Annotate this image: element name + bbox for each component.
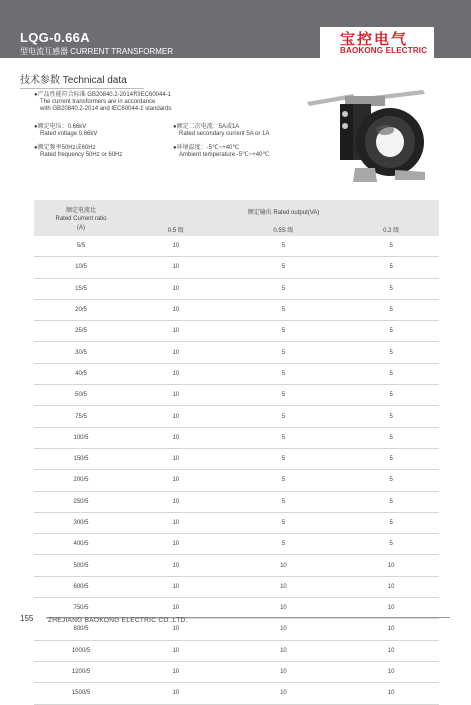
product-model: LQG-0.66A <box>20 30 90 45</box>
rated-output-cell: 5 <box>343 491 439 512</box>
ratio-header-en: Rated Current ratio <box>55 216 107 222</box>
rated-output-cell: 5 <box>343 470 439 491</box>
rated-output-cell: 5 <box>343 278 439 299</box>
table-row <box>34 448 439 469</box>
rated-output-cell: 5 <box>343 342 439 363</box>
page-number: 155 <box>20 614 46 630</box>
rated-output-cell: 5 <box>224 470 344 491</box>
current-ratio-cell: 1500/5 <box>34 683 128 704</box>
rated-output-cell: 5 <box>224 512 344 533</box>
table-row <box>34 491 439 512</box>
table-row <box>34 427 439 448</box>
rated-output-cell: 5 <box>343 427 439 448</box>
spec-standard-line1: 产品性能符合标准 GB20840.2-2014和IEC60044-1 <box>37 92 172 98</box>
class-header: 0.5 级 <box>128 222 224 236</box>
current-ratio-cell: 1000/5 <box>34 640 128 661</box>
spec-standard-line2: The current transformers are in accordance <box>40 99 156 105</box>
table-row <box>34 236 439 257</box>
rated-output-cell: 5 <box>224 299 344 320</box>
rated-output-cell: 10 <box>224 683 344 704</box>
rated-output-table <box>34 200 439 705</box>
class-header: 0.2 级 <box>343 222 439 236</box>
rated-output-cell: 10 <box>128 236 224 257</box>
rated-output-cell: 5 <box>224 448 344 469</box>
rated-output-cell: 10 <box>128 470 224 491</box>
current-ratio-cell: 600/5 <box>34 576 128 597</box>
rated-output-cell: 10 <box>343 555 439 576</box>
current-ratio-cell: 100/5 <box>34 427 128 448</box>
table-row <box>34 576 439 597</box>
rated-output-cell: 10 <box>128 363 224 384</box>
rated-output-cell: 10 <box>128 385 224 406</box>
table-row <box>34 299 439 320</box>
spec-voltage <box>34 124 97 138</box>
table-row <box>34 512 439 533</box>
rated-output-cell: 10 <box>343 576 439 597</box>
spec-standard-line3: with GB20840.2-2014 and IEC60044-1 standards <box>40 106 172 112</box>
rated-output-cell: 5 <box>343 236 439 257</box>
current-ratio-cell: 15/5 <box>34 278 128 299</box>
table-row <box>34 363 439 384</box>
table-row <box>34 278 439 299</box>
rated-output-cell: 10 <box>128 512 224 533</box>
current-ratio-cell: 500/5 <box>34 555 128 576</box>
product-subtitle: 型电流互感器 CURRENT TRANSFORMER <box>20 47 174 56</box>
rated-output-cell: 5 <box>224 236 344 257</box>
table-row <box>34 406 439 427</box>
rated-output-cell: 5 <box>343 257 439 278</box>
rated-output-cell: 10 <box>128 448 224 469</box>
rated-output-cell: 10 <box>128 555 224 576</box>
table-row <box>34 470 439 491</box>
bullet-icon: ● <box>173 124 177 130</box>
current-ratio-cell: 300/5 <box>34 512 128 533</box>
rated-output-cell: 10 <box>128 427 224 448</box>
rated-output-cell: 10 <box>224 555 344 576</box>
rated-output-cell: 5 <box>224 342 344 363</box>
rated-output-cell: 5 <box>343 534 439 555</box>
section-divider <box>20 88 144 89</box>
bullet-icon: ● <box>173 145 177 151</box>
rated-output-cell: 5 <box>224 385 344 406</box>
rated-output-cell: 10 <box>128 576 224 597</box>
rated-output-cell: 10 <box>343 683 439 704</box>
rated-output-cell: 10 <box>128 640 224 661</box>
ratio-column-header <box>34 200 128 236</box>
rated-output-cell: 10 <box>224 661 344 682</box>
current-ratio-cell: 10/5 <box>34 257 128 278</box>
current-ratio-cell: 50/5 <box>34 385 128 406</box>
rated-output-cell: 5 <box>224 257 344 278</box>
rated-output-cell: 5 <box>224 278 344 299</box>
rated-output-cell: 10 <box>224 619 344 640</box>
rated-output-cell: 10 <box>343 619 439 640</box>
rated-output-cell: 10 <box>128 534 224 555</box>
rated-output-cell: 10 <box>128 683 224 704</box>
table-row <box>34 321 439 342</box>
bullet-icon: ● <box>34 145 38 151</box>
current-ratio-cell: 200/5 <box>34 470 128 491</box>
rated-output-cell: 10 <box>128 619 224 640</box>
table-header-row <box>34 200 439 222</box>
class-header: 0.5S 级 <box>224 222 344 236</box>
table-row <box>34 385 439 406</box>
rated-output-cell: 10 <box>128 342 224 363</box>
table-row <box>34 555 439 576</box>
rated-output-cell: 5 <box>224 491 344 512</box>
table-row <box>34 661 439 682</box>
brand-name-cn: 宝控电气 <box>340 31 409 48</box>
rated-output-cell: 5 <box>224 321 344 342</box>
rated-output-cell: 10 <box>224 640 344 661</box>
table-row <box>34 257 439 278</box>
rated-output-cell: 5 <box>224 427 344 448</box>
current-ratio-cell: 75/5 <box>34 406 128 427</box>
spec-voltage-cn: 额定电压：0.66kV <box>37 124 87 130</box>
current-ratio-cell: 30/5 <box>34 342 128 363</box>
rated-output-cell: 10 <box>128 299 224 320</box>
spec-secondary <box>173 124 269 138</box>
spec-temperature-en: Ambient temperature -5℃~+40℃ <box>179 152 270 158</box>
current-ratio-cell: 750/5 <box>34 598 128 619</box>
rated-output-cell: 5 <box>343 385 439 406</box>
table-body <box>34 236 439 704</box>
current-ratio-cell: 20/5 <box>34 299 128 320</box>
current-ratio-cell: 800/5 <box>34 619 128 640</box>
rated-output-cell: 10 <box>224 576 344 597</box>
rated-output-cell: 5 <box>343 321 439 342</box>
table-row <box>34 598 439 619</box>
rated-output-cell: 10 <box>128 278 224 299</box>
spec-secondary-en: Rated secondary current 5A or 1A <box>179 131 270 137</box>
rated-output-cell: 10 <box>224 598 344 619</box>
rated-output-cell: 10 <box>128 406 224 427</box>
brand-name-en: BAOKONG ELECTRIC <box>340 46 428 55</box>
spec-voltage-en: Rated voltage 0.66kV <box>40 131 98 137</box>
rated-output-cell: 10 <box>128 321 224 342</box>
current-ratio-cell: 1200/5 <box>34 661 128 682</box>
current-ratio-cell: 40/5 <box>34 363 128 384</box>
rated-output-cell: 10 <box>128 598 224 619</box>
rated-output-cell: 5 <box>343 448 439 469</box>
rated-output-cell: 10 <box>128 661 224 682</box>
spec-frequency-cn: 额定频率50Hz或60Hz <box>37 145 96 151</box>
spec-frequency-en: Rated frequency 50Hz or 60Hz <box>40 152 123 158</box>
table-row <box>34 534 439 555</box>
rated-output-cell: 5 <box>343 512 439 533</box>
bullet-icon: ● <box>34 92 38 98</box>
table-row <box>34 683 439 704</box>
table-row <box>34 640 439 661</box>
rated-output-cell: 5 <box>343 406 439 427</box>
rated-output-cell: 10 <box>343 661 439 682</box>
spec-temperature-cn: 环境温度：-5℃~+40℃ <box>176 145 240 151</box>
rated-output-cell: 10 <box>343 598 439 619</box>
rated-output-cell: 10 <box>128 491 224 512</box>
section-title: 技术参数 Technical data <box>20 75 127 86</box>
rated-output-cell: 5 <box>224 534 344 555</box>
table-row <box>34 342 439 363</box>
spec-temperature <box>173 145 269 159</box>
current-ratio-cell: 150/5 <box>34 448 128 469</box>
rated-output-cell: 10 <box>128 257 224 278</box>
current-ratio-cell: 250/5 <box>34 491 128 512</box>
spec-frequency <box>34 145 122 159</box>
rated-output-cell: 5 <box>224 406 344 427</box>
current-ratio-cell: 25/5 <box>34 321 128 342</box>
rated-output-cell: 5 <box>343 299 439 320</box>
rated-output-cell: 10 <box>343 640 439 661</box>
spec-standard <box>34 92 171 113</box>
company-name: ZHEJIANG BAOKONG ELECTRIC CO.,LTD. <box>48 617 188 624</box>
rated-output-cell: 5 <box>343 363 439 384</box>
ratio-header-unit: (A) <box>77 225 85 231</box>
output-column-header: 额定输出 Rated output(VA) <box>128 200 439 222</box>
current-ratio-cell: 5/5 <box>34 236 128 257</box>
ratio-header-cn: 额定电流比 <box>65 208 96 214</box>
current-transformer-image <box>295 90 445 190</box>
current-ratio-cell: 400/5 <box>34 534 128 555</box>
spec-secondary-cn: 额定二次电流：5A或1A <box>176 124 240 130</box>
bullet-icon: ● <box>34 124 38 130</box>
rated-output-cell: 5 <box>224 363 344 384</box>
